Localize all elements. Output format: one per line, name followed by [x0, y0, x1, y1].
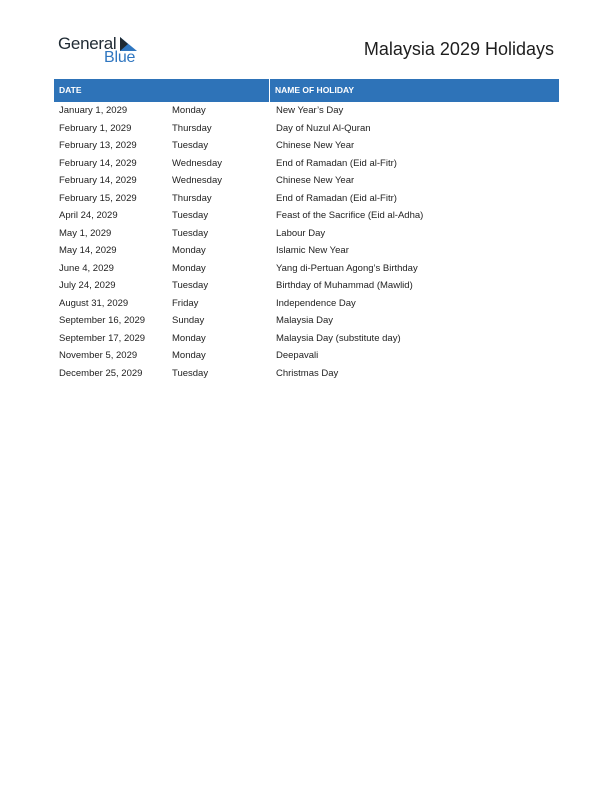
table-row — [54, 190, 559, 208]
holiday-weekday: Friday — [172, 297, 199, 309]
holiday-date: August 31, 2029 — [59, 297, 129, 309]
holidays-table — [54, 79, 559, 382]
column-header-name: NAME OF HOLIDAY — [275, 85, 355, 95]
holiday-weekday: Wednesday — [172, 175, 222, 187]
holiday-date: February 15, 2029 — [59, 192, 137, 204]
holiday-name: Malaysia Day (substitute day) — [276, 332, 401, 344]
holiday-weekday: Tuesday — [172, 140, 209, 152]
holiday-date: June 4, 2029 — [59, 262, 114, 274]
holiday-weekday: Tuesday — [172, 210, 209, 222]
table-row — [54, 120, 559, 138]
holiday-weekday: Monday — [172, 262, 206, 274]
generalblue-logo — [58, 34, 148, 68]
table-row — [54, 102, 559, 120]
holiday-name: End of Ramadan (Eid al-Fitr) — [276, 157, 397, 169]
page-title: Malaysia 2029 Holidays — [363, 39, 554, 59]
holiday-name: New Year’s Day — [276, 105, 344, 117]
holiday-weekday: Tuesday — [172, 280, 209, 292]
holiday-name: Chinese New Year — [276, 140, 355, 152]
holiday-name: Chinese New Year — [276, 175, 355, 187]
logo-blue-text: Blue — [104, 49, 136, 66]
holiday-date: November 5, 2029 — [59, 350, 138, 362]
table-row — [54, 225, 559, 243]
table-row — [54, 242, 559, 260]
holiday-weekday: Monday — [172, 245, 206, 257]
table-row — [54, 260, 559, 278]
holiday-weekday: Monday — [172, 350, 206, 362]
holiday-date: May 14, 2029 — [59, 245, 117, 257]
table-row — [54, 137, 559, 155]
holiday-date: February 14, 2029 — [59, 157, 137, 169]
holiday-weekday: Thursday — [172, 192, 212, 204]
holiday-date: September 16, 2029 — [59, 315, 146, 327]
holiday-date: February 14, 2029 — [59, 175, 137, 187]
holiday-name: Birthday of Muhammad (Mawlid) — [276, 280, 413, 292]
table-body — [54, 102, 559, 382]
holiday-date: July 24, 2029 — [59, 280, 116, 292]
holiday-weekday: Wednesday — [172, 157, 222, 169]
holiday-name: Day of Nuzul Al-Quran — [276, 122, 371, 134]
holiday-name: Deepavali — [276, 350, 319, 362]
holiday-date: April 24, 2029 — [59, 210, 118, 222]
table-row — [54, 312, 559, 330]
holiday-date: February 13, 2029 — [59, 140, 137, 152]
holiday-weekday: Tuesday — [172, 367, 209, 379]
table-header — [54, 79, 559, 102]
holiday-date: May 1, 2029 — [59, 227, 112, 239]
table-row — [54, 207, 559, 225]
holiday-name: Feast of the Sacrifice (Eid al-Adha) — [276, 210, 424, 222]
column-header-date: DATE — [54, 79, 270, 102]
table-row — [54, 155, 559, 173]
holiday-name: Islamic New Year — [276, 245, 349, 257]
holiday-name: Yang di-Pertuan Agong’s Birthday — [276, 262, 418, 274]
holiday-date: February 1, 2029 — [59, 122, 132, 134]
holiday-name: Independence Day — [276, 297, 356, 309]
holiday-weekday: Thursday — [172, 122, 212, 134]
holiday-date: January 1, 2029 — [59, 105, 128, 117]
table-row — [54, 172, 559, 190]
holiday-date: December 25, 2029 — [59, 367, 143, 379]
holiday-weekday: Sunday — [172, 315, 205, 327]
holiday-name: Christmas Day — [276, 367, 339, 379]
table-row — [54, 365, 559, 383]
table-row — [54, 347, 559, 365]
holiday-name: Malaysia Day — [276, 315, 334, 327]
table-row — [54, 330, 559, 348]
logo-general-text: General — [58, 34, 117, 53]
holiday-date: September 17, 2029 — [59, 332, 146, 344]
holiday-weekday: Tuesday — [172, 227, 209, 239]
holiday-name: Labour Day — [276, 227, 326, 239]
holiday-weekday: Monday — [172, 105, 206, 117]
holiday-weekday: Monday — [172, 332, 206, 344]
table-row — [54, 295, 559, 313]
holiday-name: End of Ramadan (Eid al-Fitr) — [276, 192, 397, 204]
table-row — [54, 277, 559, 295]
